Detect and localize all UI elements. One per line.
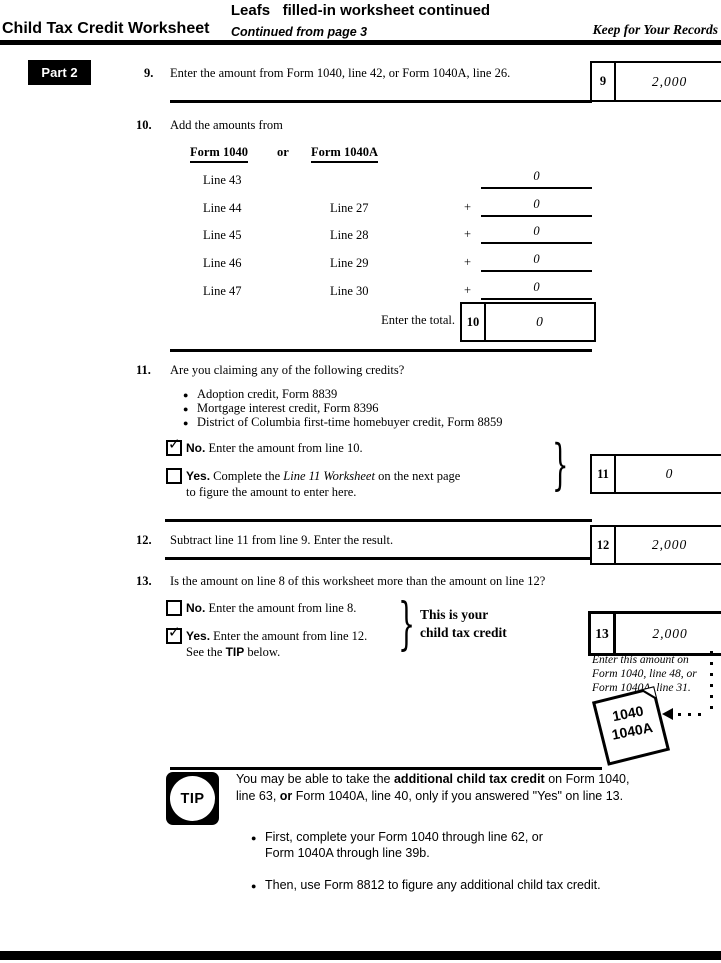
line9-text: Enter the amount from Form 1040, line 42, or Form 1040A, line 26. <box>170 66 511 80</box>
yes-post: on the next page <box>374 469 461 483</box>
credit-note-line1: This is your <box>420 607 489 622</box>
arrow-left-icon <box>662 708 673 720</box>
tip-icon-label: TIP <box>170 776 215 821</box>
bullet-icon: ● <box>251 833 257 843</box>
row4-plus-sign: + <box>464 255 472 269</box>
line13-no-checkbox[interactable] <box>166 600 182 616</box>
column-header-form1040: Form 1040 <box>190 145 248 163</box>
line10-box-label: 10 <box>462 304 486 340</box>
line11-worksheet-ref: Line 11 Worksheet <box>283 469 375 483</box>
page-bottom-rule <box>0 951 721 960</box>
column-or-label: or <box>277 145 289 159</box>
line12-number: 12. <box>136 533 152 547</box>
line10-total-box <box>460 302 596 342</box>
tip-bullet1-line1: First, complete your Form 1040 through line 62, or <box>265 830 543 844</box>
tip-bold-or: or <box>279 788 293 803</box>
line11-rule <box>165 519 592 522</box>
row3-amount-field[interactable]: 0 <box>481 224 592 244</box>
see-pre: See the <box>186 645 226 659</box>
row1-amount-field[interactable]: 0 <box>481 169 592 189</box>
credit-bullet-adoption: Adoption credit, Form 8839 <box>197 387 338 401</box>
page-title: Leafs filled-in worksheet continued <box>230 2 491 19</box>
tip-bullet1-line2: Form 1040A through line 39b. <box>265 846 430 860</box>
form-icon-text-1040: 1040 <box>611 702 645 725</box>
tip-p2: on Form 1040, line 63, <box>236 772 630 803</box>
row2-form1040-line: Line 44 <box>203 201 242 215</box>
worksheet-title: Child Tax Credit Worksheet <box>2 20 210 37</box>
row2-amount-field[interactable]: 0 <box>481 197 592 217</box>
line9-value-box <box>590 61 721 102</box>
credit-bullet-mortgage: Mortgage interest credit, Form 8396 <box>197 401 379 415</box>
line9-value[interactable]: 2,000 <box>651 73 688 89</box>
tip-icon <box>166 772 219 825</box>
line11-question: Are you claiming any of the following credits? <box>170 363 405 377</box>
brace-line11: } <box>552 433 569 496</box>
tip-ref: TIP <box>225 645 245 659</box>
bullet-icon: ● <box>183 390 189 400</box>
tip-paragraph <box>236 771 636 804</box>
line12-value-box <box>590 525 721 565</box>
tip-bullet2-text: Then, use Form 8812 to figure any additional child tax credit. <box>265 878 601 892</box>
bullet-icon: ● <box>183 404 189 414</box>
form-1040-icon <box>592 686 670 766</box>
line13-no-option <box>186 601 356 616</box>
line13-question: Is the amount on line 8 of this worksheet more than the amount on line 12? <box>170 574 546 588</box>
line11-value[interactable]: 0 <box>665 466 674 481</box>
credit-bullet-dc-homebuyer: District of Columbia first-time homebuyer credit, Form 8859 <box>197 415 503 429</box>
row5-plus-sign: + <box>464 283 472 297</box>
line9-box-label: 9 <box>592 63 616 100</box>
line13-value[interactable]: 2,000 <box>652 625 688 641</box>
line12-box-label: 12 <box>592 527 616 563</box>
check-icon: ✓ <box>168 435 181 453</box>
bullet-icon: ● <box>183 418 189 428</box>
bullet-icon: ● <box>251 881 257 891</box>
line11-no-option <box>186 441 363 456</box>
tip-p1: You may be able to take the <box>236 772 394 786</box>
line9-number: 9. <box>144 66 154 80</box>
row1-form1040-line: Line 43 <box>203 173 242 187</box>
header-rule <box>0 40 721 45</box>
line11-box-label: 11 <box>592 456 616 492</box>
tip-rule <box>170 767 602 770</box>
no-label: No. <box>186 441 206 455</box>
continued-from-label: Continued from page 3 <box>231 25 368 39</box>
part2-badge: Part 2 <box>28 60 91 85</box>
yes-pre: Complete the <box>210 469 284 483</box>
row4-form1040-line: Line 46 <box>203 256 242 270</box>
line9-rule <box>170 100 592 103</box>
line11-number: 11. <box>136 363 151 377</box>
keep-for-records-label: Keep for Your Records <box>592 22 718 37</box>
brace-line13: } <box>398 592 416 657</box>
row4-amount-field[interactable]: 0 <box>481 252 592 272</box>
tip-p3: Form 1040A, line 40, only if you answered "Yes" on line 13. <box>292 788 624 803</box>
row3-form1040a-line: Line 28 <box>330 228 369 242</box>
line11-no-checkbox[interactable] <box>166 435 182 456</box>
line13-box-label: 13 <box>591 614 616 653</box>
yes-label: Yes. <box>186 629 211 643</box>
no-text: Enter the amount from line 8. <box>205 601 357 615</box>
line10-number: 10. <box>136 118 152 132</box>
enter-amount-note-line2: Form 1040, line 48, or <box>592 668 697 680</box>
row4-form1040a-line: Line 29 <box>330 256 369 270</box>
yes-text: Enter the amount from line 12. <box>210 629 368 643</box>
line11-yes-line2: to figure the amount to enter here. <box>186 485 357 499</box>
line13-see-tip <box>186 645 280 660</box>
row5-amount-field[interactable]: 0 <box>481 280 592 300</box>
line12-text: Subtract line 11 from line 9. Enter the result. <box>170 533 394 547</box>
yes-label: Yes. <box>186 469 211 483</box>
row3-plus-sign: + <box>464 227 472 241</box>
line11-yes-option <box>186 469 460 484</box>
line12-rule <box>165 557 592 560</box>
line10-total-value[interactable]: 0 <box>536 314 544 329</box>
line11-value-box <box>590 454 721 494</box>
column-header-form1040a: Form 1040A <box>311 145 378 163</box>
line11-yes-checkbox[interactable] <box>166 468 182 484</box>
line13-yes-checkbox[interactable] <box>166 623 182 644</box>
form-icon-text-1040a: 1040A <box>610 719 654 743</box>
see-post: below. <box>244 645 281 659</box>
no-text: Enter the amount from line 10. <box>205 441 363 455</box>
line13-yes-option <box>186 629 367 644</box>
row5-form1040a-line: Line 30 <box>330 284 369 298</box>
enter-amount-note-line1: Enter this amount on <box>592 654 689 666</box>
row2-plus-sign: + <box>464 200 472 214</box>
check-icon: ✓ <box>168 623 181 641</box>
row3-form1040-line: Line 45 <box>203 228 242 242</box>
tip-bold-additional-credit: additional child tax credit <box>393 772 545 786</box>
row5-form1040-line: Line 47 <box>203 284 242 298</box>
enter-amount-note-line3: Form 1040A, line 31. <box>592 682 691 694</box>
line10-text: Add the amounts from <box>170 118 283 132</box>
line13-number: 13. <box>136 574 152 588</box>
no-label: No. <box>186 601 206 615</box>
line12-value[interactable]: 2,000 <box>651 537 688 552</box>
line13-value-box <box>588 611 721 656</box>
credit-note-line2: child tax credit <box>420 625 507 640</box>
enter-total-label: Enter the total. <box>381 313 455 327</box>
row2-form1040a-line: Line 27 <box>330 201 369 215</box>
line10-rule <box>170 349 592 352</box>
